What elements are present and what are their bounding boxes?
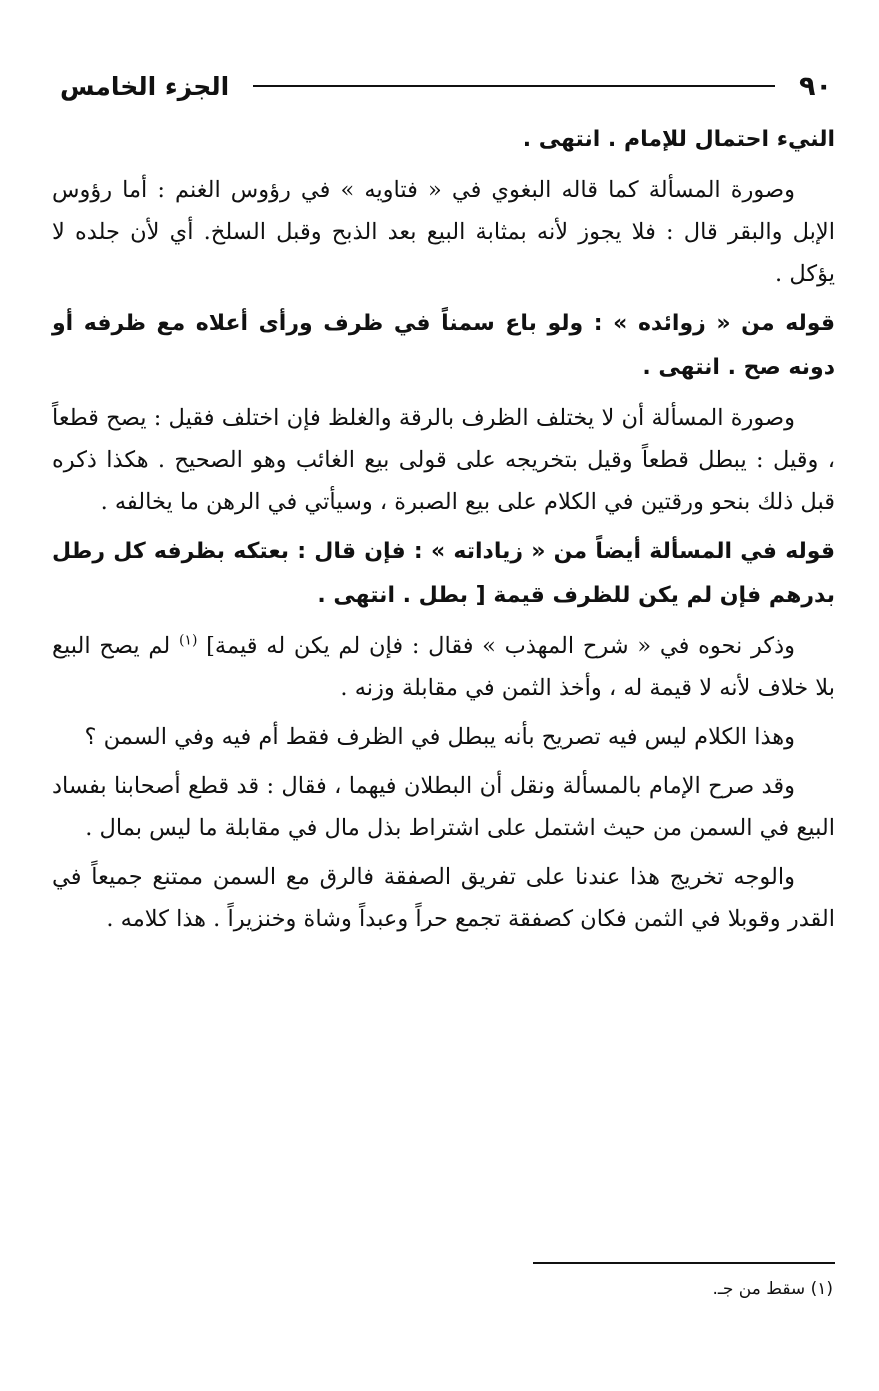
page-header	[60, 64, 832, 108]
footnote-reference: (١)	[178, 632, 198, 649]
paragraph-6	[52, 625, 835, 709]
paragraph-3: قوله من « زوائده » : ولو باع سمناً في ظرف ورأى أعلاه مع ظرفه أو دونه صح . انتهى .	[52, 311, 835, 380]
paragraph-7: وهذا الكلام ليس فيه تصريح بأنه يبطل في الظرف فقط أم فيه وفي السمن ؟	[84, 724, 795, 750]
paragraph-6-text-after: لم يصح البيع بلا خلاف لأنه لا قيمة له ، وأخذ الثمن في مقابلة وزنه .	[52, 633, 835, 701]
footnote: (١) سقط من جـ.	[712, 1279, 833, 1299]
page-number: ٩٠	[799, 70, 832, 102]
paragraph-9: والوجه تخريج هذا عندنا على تفريق الصفقة فالرق مع السمن ممتنع جميعاً في القدر وقوبلا في الثمن فكان كصفقة تجمع حراً وعبداً وشاة وخنزيراً . هذا كلامه .	[52, 864, 835, 932]
paragraph-8: وقد صرح الإمام بالمسألة ونقل أن البطلان فيهما ، فقال : قد قطع أصحابنا بفساد البيع في السمن من حيث اشتمل على اشتراط بذل مال في مقابلة ما ليس بمال .	[52, 773, 835, 841]
header-rule	[253, 85, 775, 87]
body-text	[52, 118, 835, 947]
footnote-rule	[533, 1262, 835, 1264]
paragraph-4: وصورة المسألة أن لا يختلف الظرف بالرقة والغلظ فإن اختلف فقيل : يصح قطعاً ، وقيل : يبطل قطعاً وقيل بتخريجه على قولى بيع الغائب وهو الصحيح . هكذا ذكره قبل ذلك بنحو ورقتين في الكلام على بيع الصبرة ، وسيأتي في الرهن ما يخالفه .	[52, 405, 835, 515]
paragraph-6-text-before: وذكر نحوه في « شرح المهذب » فقال : فإن لم يكن له قيمة]	[206, 633, 795, 659]
running-title: الجزء الخامس	[60, 71, 230, 101]
paragraph-5: قوله في المسألة أيضاً من « زياداته » : فإن قال : بعتكه بظرفه كل رطل بدرهم فإن لم يكن للظرف قيمة [ بطل . انتهى .	[52, 539, 835, 608]
paragraph-1: النيء احتمال للإمام . انتهى .	[522, 127, 835, 152]
paragraph-2: وصورة المسألة كما قاله البغوي في « فتاويه » في رؤوس الغنم : أما رؤوس الإبل والبقر قال : فلا يجوز لأنه بمثابة البيع بعد الذبح وقبل السلخ. أي لأن جلده لا يؤكل .	[52, 177, 835, 287]
